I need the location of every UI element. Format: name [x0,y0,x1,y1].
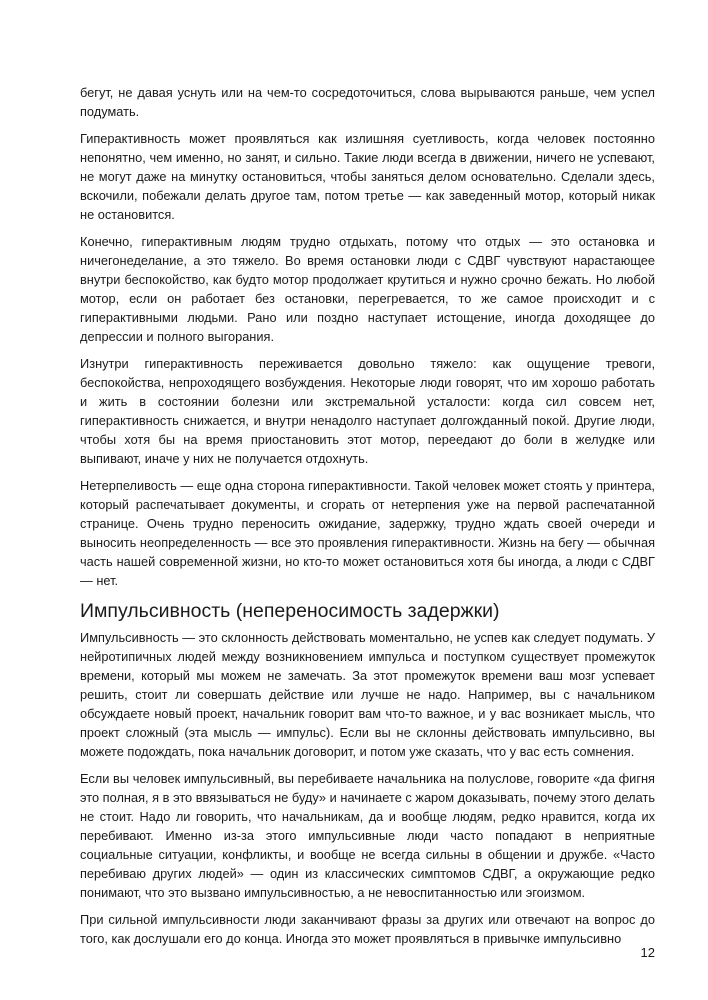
page-content [80,83,655,956]
paragraph-hyperactivity-rest: Конечно, гиперактивным людям трудно отдыхать, потому что отдых — это остановка и ничегонеделание, а это тяжело. Во время остановки люди с СДВГ чувствуют нарастающее внутри беспокойство, как будто мотор продолжает крутиться и нужно срочно бежать. Но любой мотор, если он работает без остановки, перегревается, то же самое происходит и с гиперактивными людьми. Рано или поздно наступает истощение, иногда доходящее до депрессии и полного выгорания. [80,234,655,344]
paragraph-impatience: Нетерпеливость — еще одна сторона гиперактивности. Такой человек может стоять у принтера, который распечатывает документы, и сгорать от нетерпения уже на первой распечатанной странице. Очень трудно переносить ожидание, задержку, трудно ждать своей очереди и выносить неопределенность — все это проявления гиперактивности. Жизнь на бегу — обычная часть нашей современной жизни, но кто-то может остановиться хотя бы иногда, а люди с СДВГ — нет. [80,478,655,588]
paragraph-hyperactivity-fussiness: Гиперактивность может проявляться как излишняя суетливость, когда человек постоянно непонятно, чем именно, но занят, и сильно. Такие люди всегда в движении, ничего не успевают, не могут даже на минутку остановиться, чтобы заняться делом основательно. Сделали здесь, вскочили, побежали делать другое там, потом третье — как заведенный мотор, который никак не остановится. [80,131,655,222]
paragraph-hyperactivity-inside: Изнутри гиперактивность переживается довольно тяжело: как ощущение тревоги, беспокойства, непроходящего возбуждения. Некоторые люди говорят, что им хорошо работать и жить в состоянии болезни или экстремальной усталости: когда сил совсем нет, гиперактивность снижается, и внутри ненадолго наступает долгожданный покой. Другие люди, чтобы хотя бы на время приостановить этот мотор, переедают до боли в желудке или выпивают, иначе у них не получается отдохнуть. [80,356,655,466]
paragraph-continuation: бегут, не давая уснуть или на чем-то сосредоточиться, слова вырываются раньше, чем успел подумать. [80,85,655,119]
paragraph-impulsivity-finishing: При сильной импульсивности люди заканчивают фразы за других или отвечают на вопрос до того, как дослушали его до конца. Иногда это может проявляться в привычке импульсивно [80,912,655,946]
paragraph-impulsivity-definition: Импульсивность — это склонность действовать моментально, не успев как следует подумать. У нейротипичных людей между возникновением импульса и поступком существует промежуток времени, который мы можем не замечать. За этот промежуток времени ваш мозг успевает решить, стоит ли совершать действие или лучше не надо. Например, вы с начальником обсуждаете новый проект, начальник говорит вам что-то важное, и у вас возникает мысль, что проект сложный (эта мысль — импульс). Если вы не склонны действовать импульсивно, вы можете подождать, пока начальник договорит, и потом уже сказать, что у вас есть сомнения. [80,630,655,759]
section-heading: Импульсивность (непереносимость задержки) [80,600,500,622]
paragraph-impulsivity-interrupting: Если вы человек импульсивный, вы перебиваете начальника на полуслове, говорите «да фигня это полная, я в это ввязываться не буду» и начинаете с жаром доказывать, почему этого делать не стоит. Надо ли говорить, что начальникам, да и вообще людям, редко нравится, когда их перебивают. Именно из-за этого импульсивные люди часто попадают в неприятные социальные ситуации, конфликты, и вообще не всегда сильны в общении и дружбе. «Часто перебиваю других людей» — один из классических симптомов СДВГ, а окружающие редко понимают, что это вызвано импульсивностью, а не невоспитанностью или эгоизмом. [80,771,655,900]
page-number: 12 [640,945,655,960]
